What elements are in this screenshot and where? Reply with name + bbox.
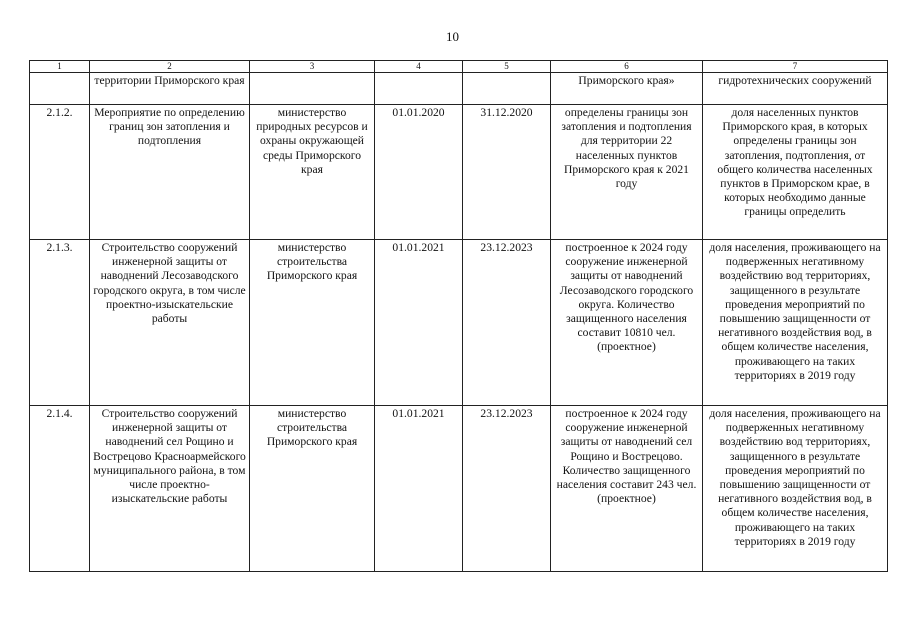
column-header: 1 [30,61,90,73]
column-header: 5 [463,61,551,73]
cell-num [30,73,90,105]
cell-result: определены границы зон затопления и подтопления для территории 22 населенных пунктов Приморского края к 2021 году [551,105,703,240]
cell-start [375,73,463,105]
cell-indicator: доля населения, проживающего на подверженных негативному воздействию вод территориях, защищенного в результате проведения мероприятий по повышению защищенности от негативного воздействия вод, в общем количестве населения, проживающего на таких территориях в 2019 году [703,406,888,572]
column-header: 7 [703,61,888,73]
cell-indicator: гидротехнических сооружений [703,73,888,105]
cell-end: 31.12.2020 [463,105,551,240]
cell-indicator: доля населенных пунктов Приморского края, в которых определены границы зон затопления, подтопления, от общего количества населенных пунктов в Приморском крае, в которых необходимо данные границы определить [703,105,888,240]
cell-name: Строительство сооружений инженерной защиты от наводнений Лесозаводского городского округа, в том числе проектно-изыскательские работы [90,240,250,406]
cell-name: территории Приморского края [90,73,250,105]
cell-end: 23.12.2023 [463,240,551,406]
cell-result: построенное к 2024 году сооружение инженерной защиты от наводнений Лесозаводского городского округа. Количество защищенного населения составит 10810 чел. (проектное) [551,240,703,406]
page-number: 10 [446,29,459,44]
cell-start: 01.01.2021 [375,240,463,406]
column-header: 6 [551,61,703,73]
table-row [30,406,888,572]
activities-table [29,60,888,572]
table-row [30,105,888,240]
cell-name: Мероприятие по определению границ зон затопления и подтопления [90,105,250,240]
cell-executor: министерство строительства Приморского края [250,240,375,406]
column-number-row [30,61,888,73]
cell-start: 01.01.2021 [375,406,463,572]
cell-executor: министерство строительства Приморского края [250,406,375,572]
cell-start: 01.01.2020 [375,105,463,240]
table-row [30,240,888,406]
cell-executor: министерство природных ресурсов и охраны окружающей среды Приморского края [250,105,375,240]
cell-num: 2.1.4. [30,406,90,572]
column-header: 3 [250,61,375,73]
cell-result: построенное к 2024 году сооружение инженерной защиты от наводнений сел Рощино и Вострецово. Количество защищенного населения составит 243 чел. (проектное) [551,406,703,572]
cell-num: 2.1.2. [30,105,90,240]
cell-executor [250,73,375,105]
cell-result: Приморского края» [551,73,703,105]
column-header: 2 [90,61,250,73]
column-header: 4 [375,61,463,73]
cell-name: Строительство сооружений инженерной защиты от наводнений сел Рощино и Вострецово Красноармейского муниципального района, в том числе проектно-изыскательские работы [90,406,250,572]
continuation-row [30,73,888,105]
cell-num: 2.1.3. [30,240,90,406]
cell-end: 23.12.2023 [463,406,551,572]
cell-indicator: доля населения, проживающего на подверженных негативному воздействию вод территориях, защищенного в результате проведения мероприятий по повышению защищенности от негативного воздействия вод, в общем количестве населения, проживающего на таких территориях в 2019 году [703,240,888,406]
cell-end [463,73,551,105]
